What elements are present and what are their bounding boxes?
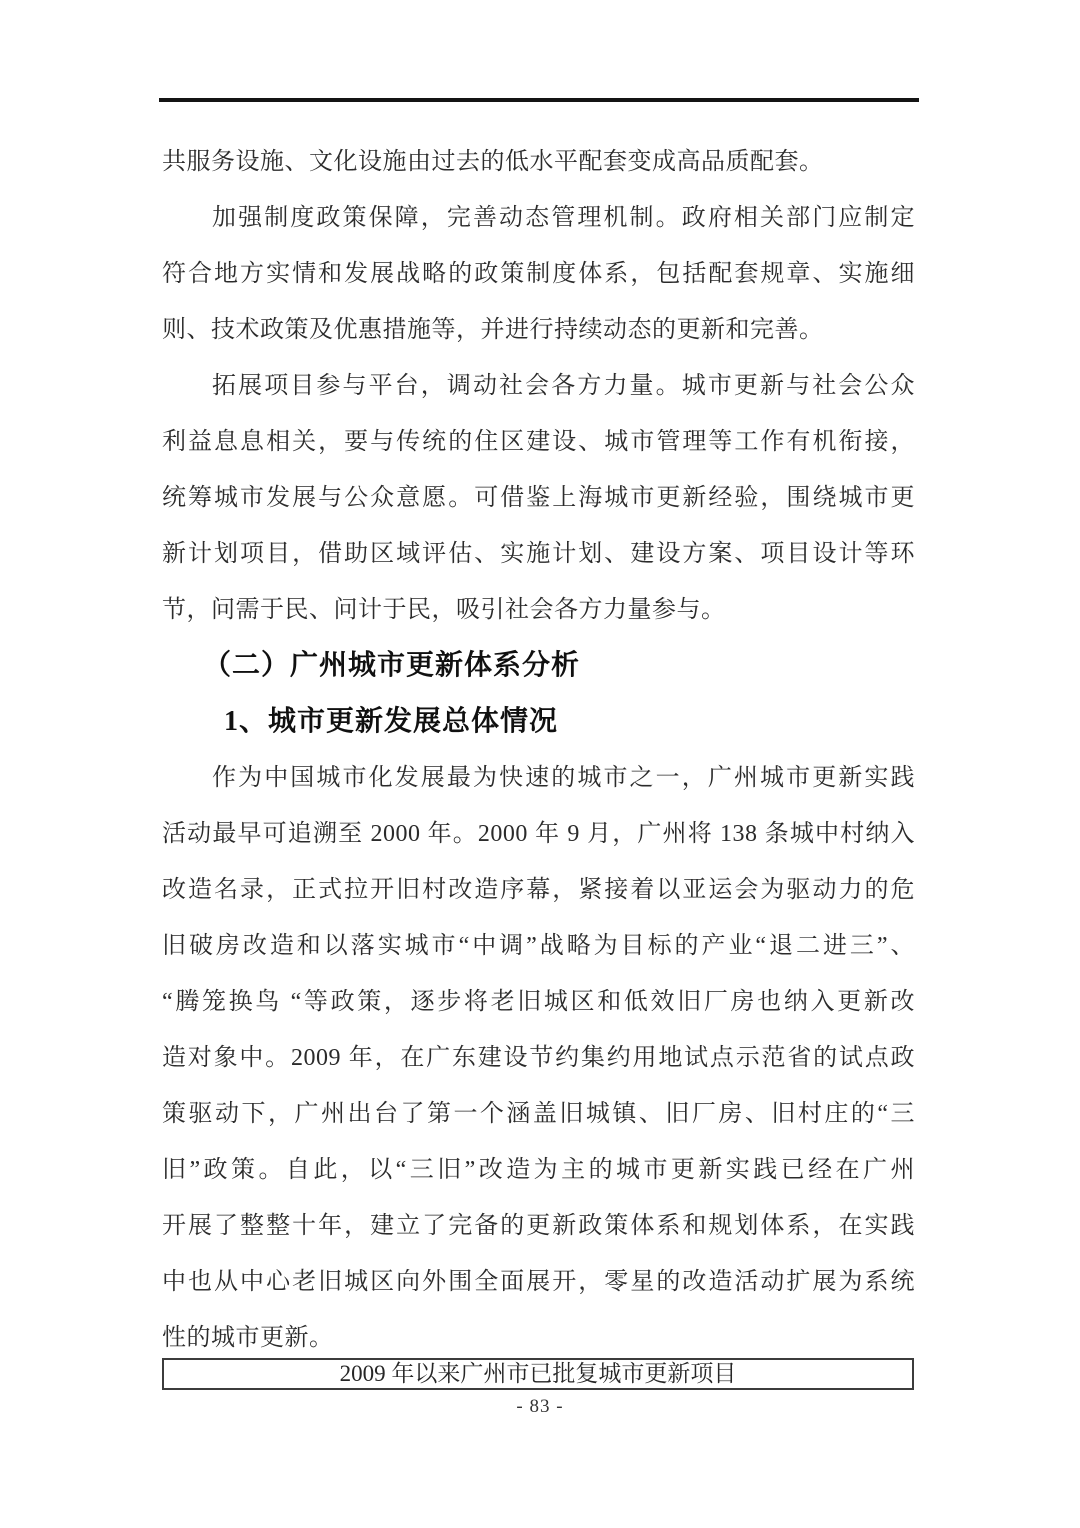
table-caption: 2009 年以来广州市已批复城市更新项目 [162, 1358, 914, 1390]
body-text-line: 拓展项目参与平台，调动社会各方力量。城市更新与社会公众 [212, 373, 915, 399]
body-text-line: 新计划项目，借助区域评估、实施计划、建设方案、项目设计等环 [162, 541, 915, 567]
body-text-line: 加强制度政策保障，完善动态管理机制。政府相关部门应制定 [212, 205, 915, 231]
body-text-line: 旧破房改造和以落实城市“中调”战略为目标的产业“退二进三”、 [162, 933, 915, 959]
body-text-line: 活动最早可追溯至 2000 年。2000 年 9 月，广州将 138 条城中村纳入 [162, 821, 915, 847]
body-text-line: 性的城市更新。 [162, 1325, 334, 1351]
body-text-line: 作为中国城市化发展最为快速的城市之一，广州城市更新实践 [212, 765, 915, 791]
subsection-heading: 1、城市更新发展总体情况 [224, 706, 559, 737]
body-text-line: 统筹城市发展与公众意愿。可借鉴上海城市更新经验，围绕城市更 [162, 485, 915, 511]
body-text-line: 改造名录，正式拉开旧村改造序幕，紧接着以亚运会为驱动力的危 [162, 877, 915, 903]
page-body [162, 134, 915, 1366]
section-heading: （二）广州城市更新体系分析 [203, 650, 581, 681]
body-text-line: 共服务设施、文化设施由过去的低水平配套变成高品质配套。 [162, 149, 824, 175]
body-text-line: 旧”政策。自此，以“三旧”改造为主的城市更新实践已经在广州 [162, 1157, 915, 1183]
body-text-line: 中也从中心老旧城区向外围全面展开，零星的改造活动扩展为系统 [162, 1269, 915, 1295]
body-text-line: 则、技术政策及优惠措施等，并进行持续动态的更新和完善。 [162, 317, 824, 343]
body-text-line: 利益息息相关，要与传统的住区建设、城市管理等工作有机衔接， [162, 429, 915, 455]
body-text-line: 开展了整整十年，建立了完备的更新政策体系和规划体系，在实践 [162, 1213, 915, 1239]
page-number: - 83 - [516, 1396, 564, 1417]
body-text-line: 策驱动下，广州出台了第一个涵盖旧城镇、旧厂房、旧村庄的“三 [162, 1101, 915, 1127]
body-text-line: 符合地方实情和发展战略的政策制度体系，包括配套规章、实施细 [162, 261, 915, 287]
body-text-line: “腾笼换鸟 “等政策，逐步将老旧城区和低效旧厂房也纳入更新改 [162, 989, 915, 1015]
header-rule [159, 98, 919, 102]
body-text-line: 造对象中。2009 年，在广东建设节约集约用地试点示范省的试点政 [162, 1045, 915, 1071]
body-text-line: 节，问需于民、问计于民，吸引社会各方力量参与。 [162, 597, 726, 623]
